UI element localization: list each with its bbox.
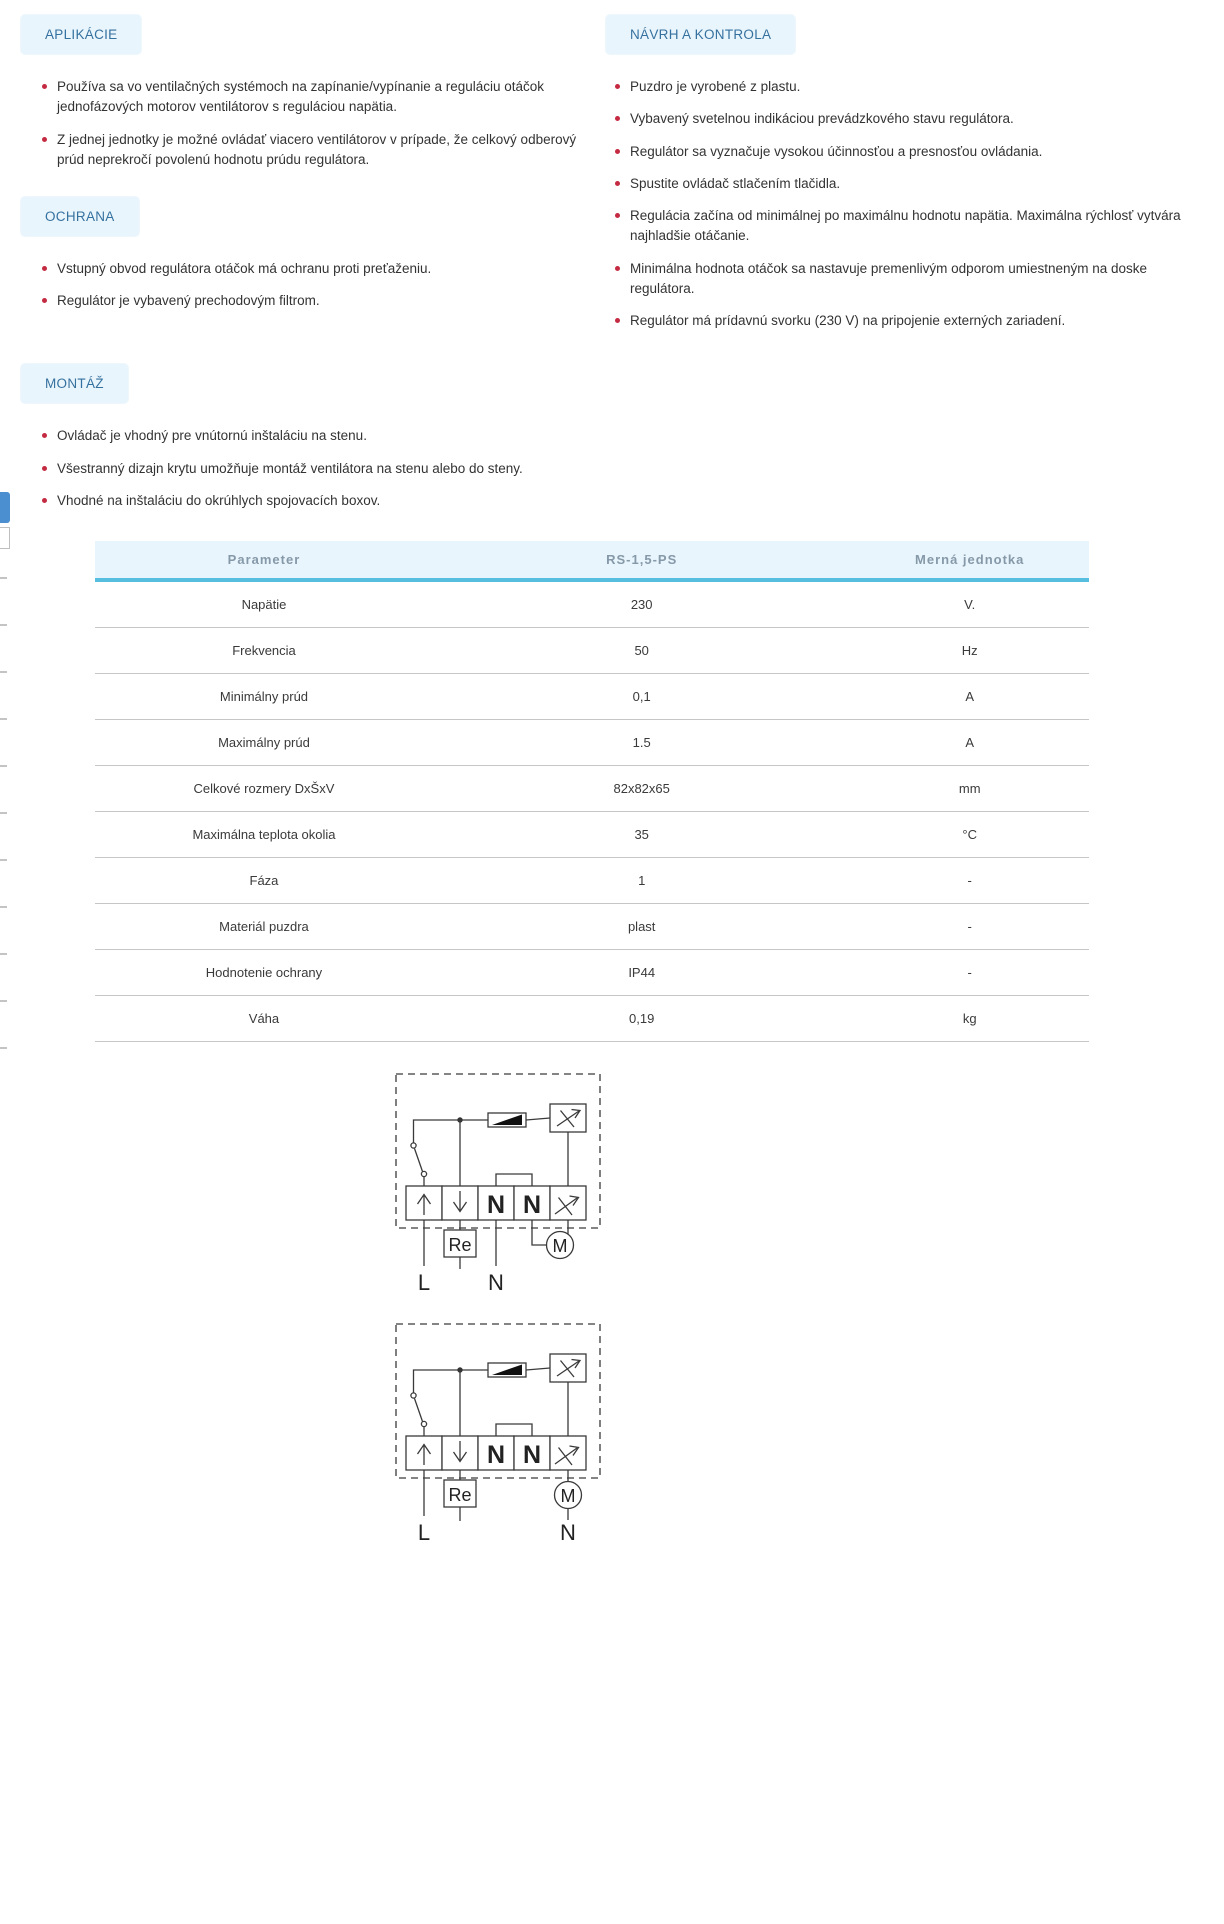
- list-item: [615, 174, 1188, 194]
- bullet-text: Spustite ovládač stlačením tlačidla.: [630, 175, 841, 191]
- bullet-text: Regulátor je vybavený prechodovým filtrom.: [57, 293, 320, 309]
- bullet-text: Vstupný obvod regulátora otáčok má ochranu proti preťaženiu.: [57, 261, 432, 276]
- navrh-bullet-list: [585, 77, 1188, 331]
- section-title: NÁVRH A KONTROLA: [630, 27, 772, 42]
- param-name: Maximálny prúd: [95, 720, 433, 766]
- list-item: [42, 426, 1224, 446]
- list-item: [615, 311, 1188, 331]
- left-edge-tick: [0, 624, 7, 626]
- switch-symbol: [411, 1370, 488, 1436]
- param-value: 35: [433, 812, 850, 858]
- list-item: [615, 77, 1188, 97]
- speed-control-box: [550, 1104, 586, 1186]
- section-montaz: [20, 363, 1224, 511]
- param-value: 50: [433, 628, 850, 674]
- relay-label: Re: [448, 1485, 472, 1505]
- bullet-dot-icon: [615, 116, 620, 121]
- left-edge-tick: [0, 859, 7, 861]
- bullet-text: Ovládač je vhodný pre vnútornú inštaláciu na stenu.: [57, 428, 367, 444]
- param-unit: -: [850, 858, 1089, 904]
- section-header-montaz: [20, 363, 129, 404]
- param-name: Fáza: [95, 858, 433, 904]
- param-value: 82x82x65: [433, 766, 850, 812]
- left-edge-tick: [0, 718, 7, 720]
- section-header-ochrana: [20, 196, 140, 237]
- table-row: [95, 720, 1089, 766]
- param-unit: -: [850, 904, 1089, 950]
- bullet-text: Regulácia začína od minimálnej po maximálnu hodnotu napätia. Maximálna rýchlosť vytvára najhladšie otáčanie.: [630, 208, 1181, 244]
- section-ochrana: [20, 196, 585, 312]
- wiring-diagram-2: [388, 1318, 1224, 1546]
- bullet-text: Puzdro je vyrobené z plastu.: [630, 79, 801, 94]
- param-value: 0,1: [433, 674, 850, 720]
- list-item: [42, 77, 585, 118]
- table-row: [95, 766, 1089, 812]
- bullet-text: Používa sa vo ventilačných systémoch na zapínanie/vypínanie a reguláciu otáčok jednofázových motorov ventilátorov s reguláciou napätia.: [57, 79, 545, 115]
- line-label: L: [417, 1520, 431, 1545]
- list-item: [42, 259, 585, 279]
- relay-label: Re: [448, 1235, 472, 1255]
- bullet-dot-icon: [42, 266, 47, 271]
- param-unit: mm: [850, 766, 1089, 812]
- n-terminal-bridge: [496, 1174, 532, 1186]
- regulator-element-symbol: [488, 1113, 550, 1127]
- terminal-n-label: N: [522, 1191, 542, 1219]
- left-edge-tick: [0, 765, 7, 767]
- list-item: [615, 109, 1188, 129]
- param-name: Váha: [95, 996, 433, 1042]
- param-name: Minimálny prúd: [95, 674, 433, 720]
- bullet-dot-icon: [42, 498, 47, 503]
- circuit-diagram-1-svg: [388, 1068, 608, 1296]
- circuit-diagram-2-svg: [388, 1318, 608, 1546]
- neutral-label: N: [488, 1270, 504, 1295]
- table-row: [95, 628, 1089, 674]
- param-name: Hodnotenie ochrany: [95, 950, 433, 996]
- terminal-n-label: N: [522, 1441, 542, 1469]
- bullet-dot-icon: [615, 84, 620, 89]
- bullet-dot-icon: [42, 466, 47, 471]
- param-name: Celkové rozmery DxŠxV: [95, 766, 433, 812]
- param-unit: -: [850, 950, 1089, 996]
- bullet-text: Regulátor má prídavnú svorku (230 V) na pripojenie externých zariadení.: [630, 313, 1066, 328]
- bullet-dot-icon: [42, 84, 47, 89]
- list-item: [615, 142, 1188, 162]
- bullet-dot-icon: [615, 149, 620, 154]
- parameters-table: [95, 541, 1089, 1042]
- param-name: Napätie: [95, 580, 433, 628]
- line-label: L: [417, 1270, 431, 1295]
- param-name: Maximálna teplota okolia: [95, 812, 433, 858]
- list-item: [615, 206, 1188, 247]
- bullet-text: Z jednej jednotky je možné ovládať viacero ventilátorov v prípade, že celkový odberový prúd neprekročí povolenú hodnotu prúdu regulátora.: [57, 131, 577, 167]
- switch-symbol: [411, 1120, 488, 1186]
- param-unit: Hz: [850, 628, 1089, 674]
- param-value: 1: [433, 858, 850, 904]
- param-name: Frekvencia: [95, 628, 433, 674]
- table-row: [95, 858, 1089, 904]
- left-edge-tick: [0, 1000, 7, 1002]
- n-terminal-bridge: [496, 1424, 532, 1436]
- param-value: 1.5: [433, 720, 850, 766]
- param-name: Materiál puzdra: [95, 904, 433, 950]
- param-unit: kg: [850, 996, 1089, 1042]
- bullet-dot-icon: [42, 433, 47, 438]
- bullet-text: Všestranný dizajn krytu umožňuje montáž ventilátora na stenu alebo do steny.: [57, 460, 523, 476]
- table-row: [95, 950, 1089, 996]
- left-edge-counter-box: [0, 527, 10, 549]
- table-row: [95, 812, 1089, 858]
- section-title: APLIKÁCIE: [45, 27, 118, 42]
- list-item: [42, 491, 1224, 511]
- table-row: [95, 674, 1089, 720]
- left-edge-tick: [0, 953, 7, 955]
- terminal-n-label: N: [486, 1191, 506, 1219]
- column-header-model: RS-1,5-PS: [433, 541, 850, 580]
- table-row: [95, 904, 1089, 950]
- param-value: plast: [433, 904, 850, 950]
- bullet-text: Regulátor sa vyznačuje vysokou účinnosťou a presnosťou ovládania.: [630, 143, 1043, 159]
- bullet-dot-icon: [615, 266, 620, 271]
- bullet-text: Vhodné na inštaláciu do okrúhlych spojovacích boxov.: [57, 492, 381, 508]
- param-value: 230: [433, 580, 850, 628]
- section-title: MONTÁŽ: [45, 376, 104, 392]
- wiring-diagram-1: [388, 1068, 1224, 1296]
- param-value: IP44: [433, 950, 850, 996]
- montaz-bullet-list: [20, 426, 1224, 511]
- left-edge-tick: [0, 812, 7, 814]
- section-title: OCHRANA: [45, 209, 115, 224]
- aplikacie-bullet-list: [20, 77, 585, 170]
- bullet-dot-icon: [615, 181, 620, 186]
- param-value: 0,19: [433, 996, 850, 1042]
- column-header-unit: Merná jednotka: [850, 541, 1089, 580]
- list-item: [42, 459, 1224, 479]
- left-edge-tick: [0, 671, 7, 673]
- ochrana-bullet-list: [20, 259, 585, 312]
- section-header-aplikacie: [20, 14, 142, 55]
- left-edge-blue-tab[interactable]: [0, 492, 10, 523]
- section-header-navrh: [605, 14, 796, 55]
- neutral-label: N: [560, 1520, 576, 1545]
- bullet-text: Minimálna hodnota otáčok sa nastavuje premenlivým odporom umiestneným na doske regulátora.: [630, 260, 1148, 296]
- param-unit: A: [850, 720, 1089, 766]
- speed-control-box: [550, 1354, 586, 1436]
- bullet-text: Vybavený svetelnou indikáciou prevádzkového stavu regulátora.: [630, 111, 1014, 127]
- left-edge-tick: [0, 906, 7, 908]
- param-unit: A: [850, 674, 1089, 720]
- list-item: [42, 130, 585, 171]
- top-columns: [20, 14, 1224, 357]
- motor-label: M: [552, 1236, 568, 1256]
- table-header-row: [95, 541, 1089, 580]
- column-right: [585, 14, 1224, 357]
- column-header-parameter: Parameter: [95, 541, 433, 580]
- motor-label: M: [560, 1486, 576, 1506]
- regulator-element-symbol: [488, 1363, 550, 1377]
- wiring-diagrams: [388, 1068, 1224, 1546]
- bullet-dot-icon: [615, 213, 620, 218]
- table-row: [95, 580, 1089, 628]
- list-item: [615, 259, 1188, 300]
- list-item: [42, 291, 585, 311]
- table-row: [95, 996, 1089, 1042]
- motor-feed-wire: [532, 1220, 547, 1245]
- left-edge-tick: [0, 1047, 7, 1049]
- bullet-dot-icon: [42, 298, 47, 303]
- bullet-dot-icon: [615, 318, 620, 323]
- param-unit: °C: [850, 812, 1089, 858]
- column-left: [20, 14, 585, 338]
- bullet-dot-icon: [42, 137, 47, 142]
- param-unit: V.: [850, 580, 1089, 628]
- terminal-n-label: N: [486, 1441, 506, 1469]
- left-edge-tick: [0, 577, 7, 579]
